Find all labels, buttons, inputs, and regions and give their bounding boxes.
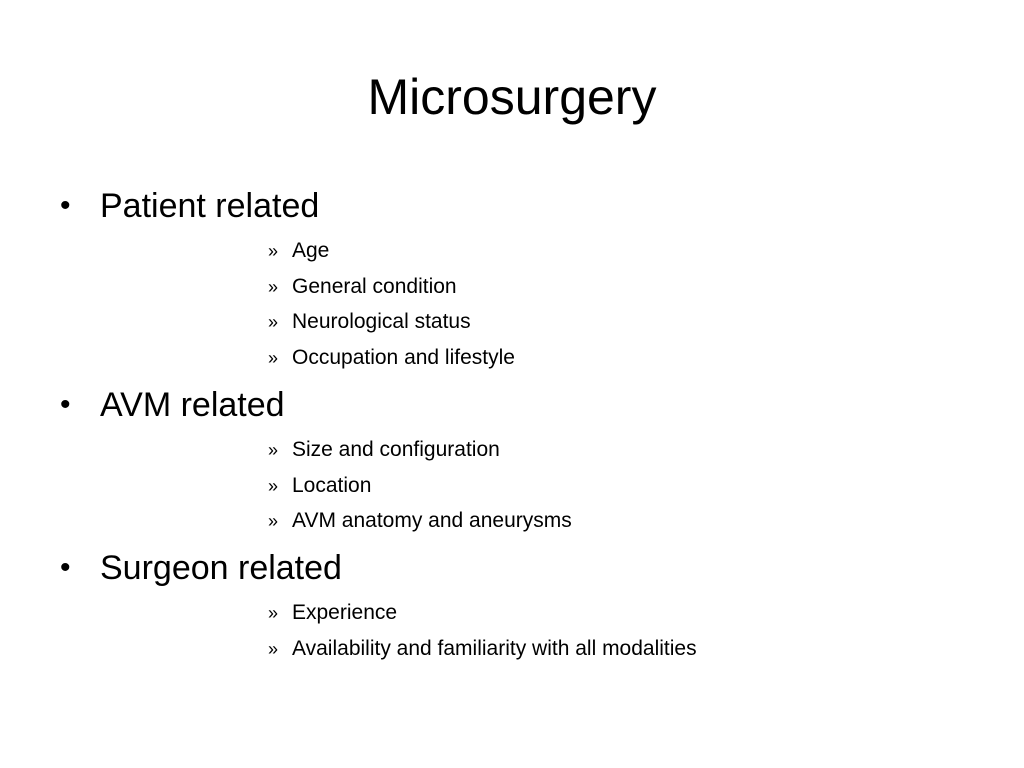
bullet-surgeon-related [60, 546, 342, 590]
sub-item-experience [268, 598, 397, 628]
sub-item-text: Size and configuration [292, 438, 500, 461]
sub-item-size-configuration [268, 435, 500, 465]
sub-item-location [268, 471, 371, 501]
sub-item-text: Age [292, 239, 330, 262]
sub-item-text: Availability and familiarity with all modalities [292, 637, 697, 660]
sub-bullet-icon: » [268, 241, 279, 261]
bullet-icon: • [60, 189, 71, 222]
sub-bullet-icon: » [268, 440, 279, 460]
sub-item-age [268, 236, 329, 266]
bullet-patient-related [60, 184, 319, 228]
sub-bullet-icon: » [268, 277, 279, 297]
sub-bullet-icon: » [268, 603, 279, 623]
sub-item-occupation-lifestyle [268, 343, 515, 373]
section-heading: AVM related [100, 386, 285, 424]
sub-bullet-icon: » [268, 511, 279, 531]
sub-item-general-condition [268, 272, 457, 302]
bullet-icon: • [60, 551, 71, 584]
bullet-avm-related [60, 383, 285, 427]
sub-bullet-icon: » [268, 348, 279, 368]
sub-item-text: Occupation and lifestyle [292, 346, 515, 369]
section-heading: Patient related [100, 187, 320, 225]
sub-item-availability [268, 634, 697, 664]
sub-item-text: Experience [292, 601, 398, 624]
sub-item-text: Location [292, 474, 372, 497]
section-heading: Surgeon related [100, 549, 342, 587]
sub-item-avm-anatomy [268, 506, 572, 536]
sub-item-text: AVM anatomy and aneurysms [292, 509, 572, 532]
sub-item-text: General condition [292, 275, 457, 298]
sub-item-text: Neurological status [292, 310, 471, 333]
sub-bullet-icon: » [268, 312, 279, 332]
sub-bullet-icon: » [268, 476, 279, 496]
bullet-icon: • [60, 388, 71, 421]
sub-bullet-icon: » [268, 639, 279, 659]
slide-title: Microsurgery [367, 69, 657, 125]
sub-item-neurological-status [268, 307, 471, 337]
